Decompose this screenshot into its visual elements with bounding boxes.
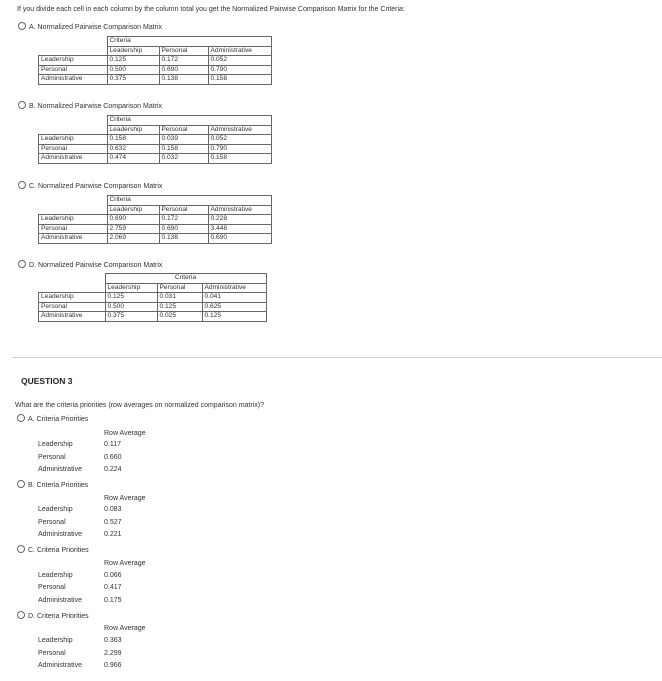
matrix-cell: 0.632: [107, 144, 159, 154]
col-header: Personal: [159, 46, 208, 56]
row-label: Leadership: [38, 441, 73, 448]
priority-value: 0.224: [104, 466, 122, 473]
criteria-header: Criteria: [107, 196, 271, 206]
q3-option-c[interactable]: [17, 545, 89, 554]
matrix-cell: 0.052: [208, 135, 271, 145]
matrix-cell: 0.125: [105, 293, 157, 303]
matrix-cell: 0.172: [159, 215, 208, 225]
matrix-cell: 0.690: [107, 215, 159, 225]
row-label: Leadership: [38, 637, 73, 644]
q2-option-b-matrix: [38, 115, 272, 164]
q2-option-c-matrix: [38, 195, 272, 244]
priority-value: 0.527: [104, 519, 122, 526]
q2-option-b-label: B. Normalized Pairwise Comparison Matrix: [29, 103, 163, 110]
priority-value: 2.299: [104, 650, 122, 657]
radio-button-icon[interactable]: [17, 414, 25, 422]
radio-button-icon[interactable]: [18, 22, 26, 30]
col-header: Personal: [159, 125, 208, 135]
matrix-cell: 0.500: [107, 65, 159, 75]
row-label: Personal: [39, 224, 108, 234]
row-label: Administrative: [38, 662, 82, 669]
row-label: Leadership: [39, 293, 106, 303]
matrix-cell: 2.069: [107, 234, 159, 244]
priority-value: 0.660: [104, 454, 122, 461]
matrix-cell: 0.172: [159, 56, 208, 66]
row-label: Personal: [39, 65, 108, 75]
col-header: Personal: [157, 283, 202, 293]
matrix-cell: 0.025: [157, 312, 202, 322]
col-header: Administrative: [202, 283, 266, 293]
col-header: Leadership: [107, 46, 159, 56]
q3-option-d-label: D. Criteria Priorities: [28, 613, 89, 620]
col-header: Leadership: [107, 205, 159, 215]
question-3-title: QUESTION 3: [21, 376, 73, 386]
priority-value: 0.175: [104, 597, 122, 604]
row-label: Administrative: [39, 312, 106, 322]
radio-button-icon[interactable]: [18, 181, 26, 189]
matrix-cell: 2.759: [107, 224, 159, 234]
matrix-cell: 0.790: [208, 65, 271, 75]
priority-value: 0.966: [104, 662, 122, 669]
col-header: Administrative: [208, 46, 271, 56]
q2-option-d[interactable]: [18, 260, 162, 269]
matrix-cell: 0.158: [159, 144, 208, 154]
priority-value: 0.417: [104, 584, 122, 591]
q3-option-b-label: B. Criteria Priorities: [28, 482, 89, 489]
row-label: Administrative: [38, 531, 82, 538]
row-label: Administrative: [38, 597, 82, 604]
priority-value: 0.066: [104, 572, 122, 579]
q2-option-c-label: C. Normalized Pairwise Comparison Matrix: [29, 183, 163, 190]
q3-option-b[interactable]: [17, 480, 88, 489]
col-header: Personal: [159, 205, 208, 215]
priority-value: 0.363: [104, 637, 122, 644]
matrix-cell: 0.690: [159, 65, 208, 75]
radio-button-icon[interactable]: [17, 545, 25, 553]
row-label: Administrative: [38, 466, 82, 473]
row-average-header: Row Average: [104, 430, 146, 437]
col-header: Leadership: [107, 125, 159, 135]
q2-option-a-label: A. Normalized Pairwise Comparison Matrix: [29, 24, 163, 31]
row-label: Personal: [38, 454, 66, 461]
matrix-cell: 0.158: [208, 154, 271, 164]
matrix-cell: 0.625: [202, 302, 266, 312]
row-label: Personal: [39, 302, 106, 312]
row-label: Personal: [38, 584, 66, 591]
matrix-cell: 0.125: [107, 56, 159, 66]
row-average-header: Row Average: [104, 625, 146, 632]
criteria-header: Criteria: [107, 37, 271, 47]
matrix-cell: 0.500: [105, 302, 157, 312]
col-header: Leadership: [105, 283, 157, 293]
section-divider: [12, 357, 662, 358]
matrix-cell: 0.228: [208, 215, 271, 225]
matrix-cell: 0.158: [208, 75, 271, 85]
row-label: Personal: [38, 650, 66, 657]
row-label: Leadership: [39, 135, 108, 145]
matrix-cell: 0.474: [107, 154, 159, 164]
row-label: Personal: [38, 519, 66, 526]
matrix-cell: 0.031: [157, 293, 202, 303]
matrix-cell: 0.790: [208, 144, 271, 154]
row-label: Personal: [39, 144, 108, 154]
row-label: Leadership: [39, 215, 108, 225]
matrix-cell: 0.032: [159, 154, 208, 164]
q3-option-c-label: C. Criteria Priorities: [28, 547, 89, 554]
matrix-cell: 0.375: [107, 75, 159, 85]
matrix-cell: 0.138: [159, 75, 208, 85]
priority-value: 0.117: [104, 441, 121, 448]
q2-option-d-label: D. Normalized Pairwise Comparison Matrix: [29, 262, 163, 269]
radio-button-icon[interactable]: [17, 611, 25, 619]
matrix-cell: 3.448: [208, 224, 271, 234]
question-2-prompt: If you divide each cell in each column by the column total you get the Normalized Pairwise Comparison Matrix for the Criteria:: [17, 6, 405, 13]
matrix-cell: 0.052: [208, 56, 271, 66]
matrix-cell: 0.125: [202, 312, 266, 322]
row-label: Leadership: [39, 56, 108, 66]
q3-option-a[interactable]: [17, 414, 88, 423]
q3-option-d[interactable]: [17, 611, 89, 620]
q2-option-a-matrix: [38, 36, 272, 85]
q2-option-a[interactable]: [18, 22, 162, 31]
row-average-header: Row Average: [104, 495, 146, 502]
row-label: Leadership: [38, 572, 73, 579]
row-label: Administrative: [39, 234, 108, 244]
q3-option-a-label: A. Criteria Priorities: [28, 416, 89, 423]
criteria-header: Criteria: [107, 116, 271, 126]
question-3-prompt: What are the criteria priorities (row averages on normalized comparison matrix)?: [15, 402, 264, 409]
matrix-cell: 0.138: [159, 234, 208, 244]
q2-option-b[interactable]: [18, 101, 162, 110]
matrix-cell: 0.039: [159, 135, 208, 145]
row-label: Administrative: [39, 75, 108, 85]
matrix-cell: 0.125: [157, 302, 202, 312]
priority-value: 0.221: [104, 531, 122, 538]
radio-button-icon[interactable]: [18, 101, 26, 109]
row-label: Leadership: [38, 506, 73, 513]
row-label: Administrative: [39, 154, 108, 164]
criteria-header: Criteria: [105, 274, 266, 284]
col-header: Administrative: [208, 205, 271, 215]
matrix-cell: 0.158: [107, 135, 159, 145]
matrix-cell: 0.375: [105, 312, 157, 322]
row-average-header: Row Average: [104, 560, 146, 567]
radio-button-icon[interactable]: [17, 480, 25, 488]
priority-value: 0.083: [104, 506, 122, 513]
matrix-cell: 0.690: [159, 224, 208, 234]
col-header: Administrative: [208, 125, 271, 135]
matrix-cell: 0.041: [202, 293, 266, 303]
radio-button-icon[interactable]: [18, 260, 26, 268]
matrix-cell: 0.690: [208, 234, 271, 244]
q2-option-d-matrix: [38, 273, 267, 322]
q2-option-c[interactable]: [18, 181, 162, 190]
